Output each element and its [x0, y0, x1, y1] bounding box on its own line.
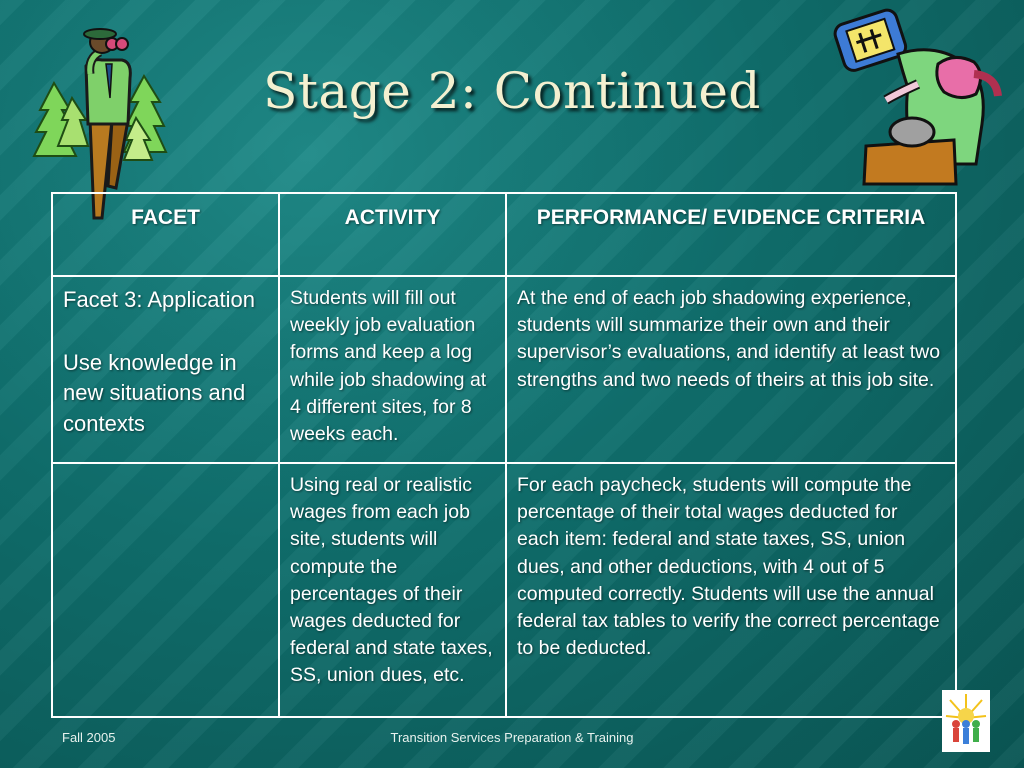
- people-group-logo-icon: [942, 690, 990, 752]
- facet-cell: [52, 276, 279, 463]
- activity-cell: Students will fill out weekly job evaluation forms and keep a log while job shadowing at 4 different sites, for 8 weeks each.: [279, 276, 506, 463]
- facet-detail: Use knowledge in new situations and contexts: [63, 349, 246, 436]
- footer-date: Fall 2005: [62, 730, 116, 745]
- header-activity: ACTIVITY: [279, 193, 506, 276]
- footer-organization: Transition Services Preparation & Training: [390, 730, 634, 745]
- table-row: [52, 463, 956, 717]
- facet-table: [51, 192, 957, 718]
- table-header-row: [52, 193, 956, 276]
- criteria-cell: At the end of each job shadowing experience, students will summarize their own and their supervisor’s evaluations, and identify at least two strengths and two needs of theirs at this job site.: [506, 276, 956, 463]
- criteria-cell: For each paycheck, students will compute the percentage of their total wages deducted for each item: federal and state taxes, SS, union dues, and other deductions, with 4 out of 5 computed correctly. Students will use the annual federal tax tables to verify the correct percentage to be deducted.: [506, 463, 956, 717]
- header-facet: FACET: [52, 193, 279, 276]
- slide-title: Stage 2: Continued: [263, 62, 761, 120]
- table-row: [52, 276, 956, 463]
- facet-cell: [52, 463, 279, 717]
- header-criteria: PERFORMANCE/ EVIDENCE CRITERIA: [506, 193, 956, 276]
- facet-title: Facet 3: Application: [63, 287, 256, 312]
- activity-cell: Using real or realistic wages from each job site, students will compute the percentages of their wages deducted for federal and state taxes, SS, union dues, etc.: [279, 463, 506, 717]
